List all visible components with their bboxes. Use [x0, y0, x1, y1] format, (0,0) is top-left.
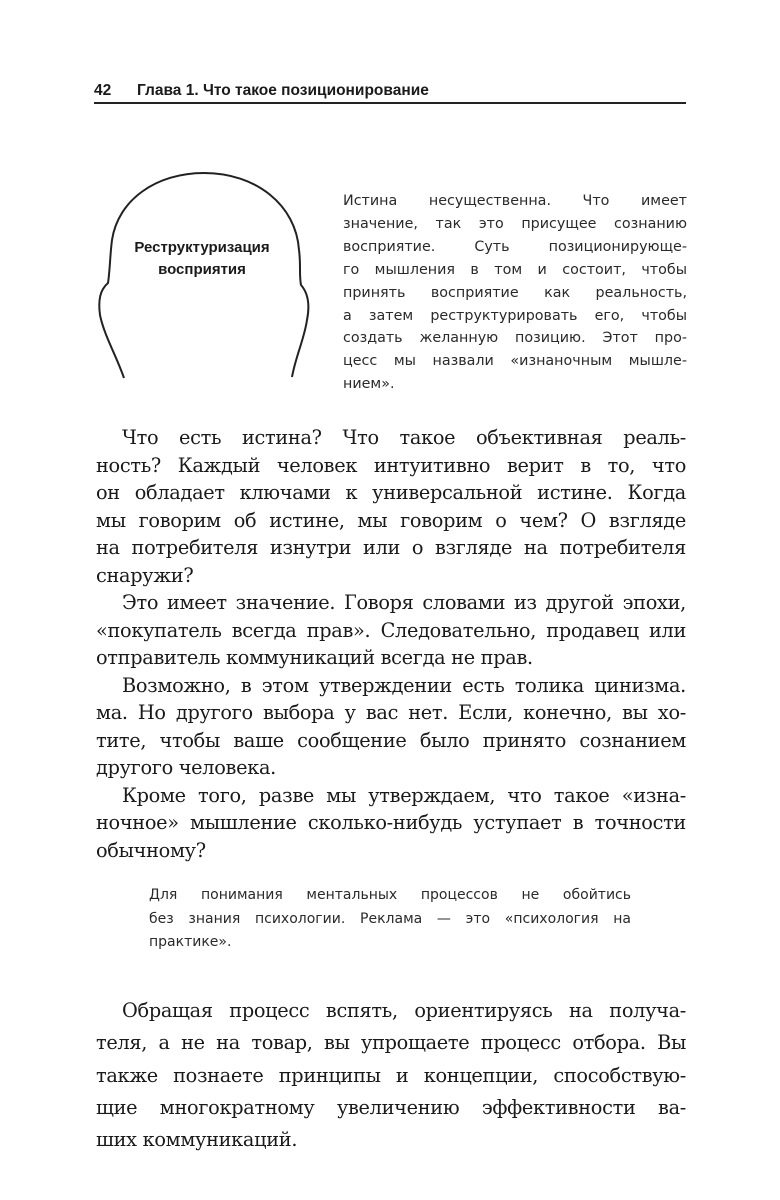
text-line: обычному?	[96, 838, 206, 862]
text-line: снаружи?	[96, 563, 194, 587]
text-line: Кроме того, разве мы утверждаем, что такое «изна-	[122, 783, 686, 807]
text-line: принять восприятие как реальность,	[343, 284, 687, 301]
text-line: Возможно, в этом утверждении есть толика цинизма.	[122, 673, 686, 697]
text-line: без знания психологии. Реклама — это «психология на	[149, 910, 631, 927]
text-line: Обращая процесс вспять, ориентируясь на получа-	[122, 999, 686, 1022]
text-line: Что есть истина? Что такое объективная реаль-	[122, 426, 686, 449]
text-line: на потребителя изнутри или о взгляде на потребителя	[96, 536, 686, 559]
text-line: отправитель коммуникаций всегда не прав.	[96, 646, 533, 669]
page-number: 42	[94, 82, 112, 99]
text-line: Истина несущественна. Что имеет	[343, 193, 687, 209]
figure-label-line: Реструктуризация	[134, 239, 270, 256]
text-line: он обладает ключами к универсальной истине. Когда	[96, 481, 686, 504]
text-line: другого человека.	[96, 756, 276, 779]
text-line: щие многократному увеличению эффективности ва-	[96, 1095, 686, 1119]
text-line: также познаете принципы и концепции, способствую-	[96, 1063, 686, 1087]
text-line: Это имеет значение. Говоря словами из другой эпохи,	[122, 591, 686, 614]
text-line: тите, чтобы ваше сообщение было принято сознанием	[96, 728, 686, 752]
text-line: практике».	[149, 934, 232, 950]
closing-paragraph	[96, 995, 686, 1156]
text-line: го мышления в том и состоит, чтобы	[343, 261, 687, 278]
text-line: теля, а не на товар, вы упрощаете процесс отбора. Вы	[96, 1031, 686, 1055]
sidebar-text	[343, 190, 687, 396]
text-line: ших коммуникаций.	[96, 1128, 298, 1152]
text-line: создать желанную позицию. Этот про-	[343, 330, 687, 347]
figure-label	[104, 237, 300, 281]
text-line: Для понимания ментальных процессов не обойтись	[149, 887, 631, 903]
text-line: ность? Каждый человек интуитивно верит в то, что	[96, 453, 686, 477]
body-text	[96, 424, 686, 864]
text-line: мы говорим об истине, мы говорим о чем? О взгляде	[96, 508, 686, 532]
chapter-title: Глава 1. Что такое позиционирование	[137, 82, 429, 99]
text-line: а затем реструктурировать его, чтобы	[343, 307, 687, 324]
text-line: «покупатель всегда прав». Следовательно, продавец или	[96, 618, 686, 642]
figure-label-line: восприятия	[158, 261, 246, 278]
text-line: восприятие. Суть позиционирующе-	[343, 238, 687, 255]
text-line: ночное» мышление сколько-нибудь уступает в точности	[96, 811, 686, 834]
callout-note	[149, 884, 631, 955]
text-line: ма. Но другого выбора у вас нет. Если, конечно, вы хо-	[96, 701, 686, 724]
text-line: цесс мы назвали «изнаночным мышле-	[343, 353, 687, 370]
text-line: нием».	[343, 376, 395, 393]
text-line: значение, так это присущее сознанию	[343, 215, 687, 232]
running-header	[94, 80, 686, 104]
